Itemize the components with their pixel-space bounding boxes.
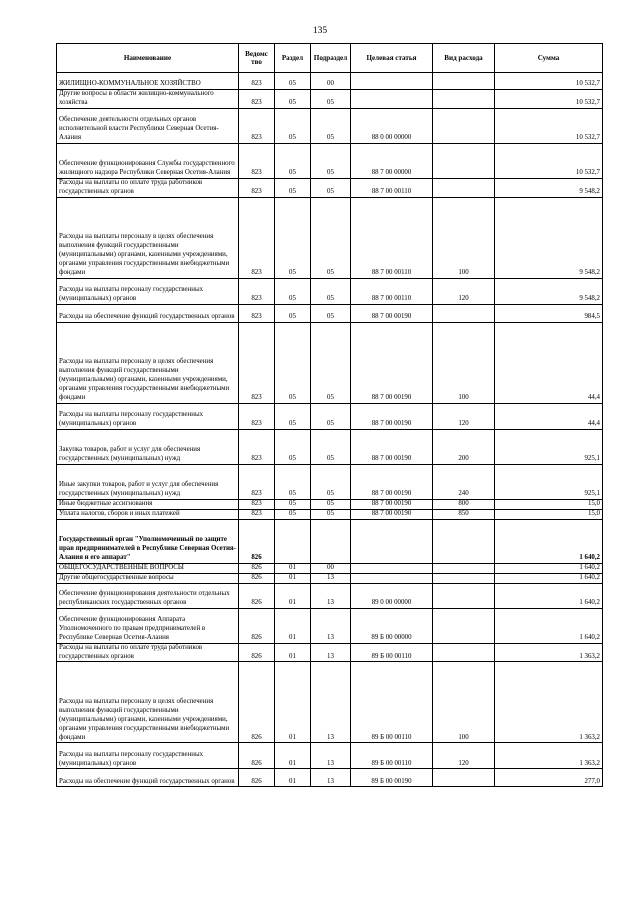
row-amount-cell: 925,1 (495, 429, 603, 464)
row-podrazdel-cell: 05 (311, 304, 351, 322)
row-target-article-cell: 89 0 00 00000 (351, 583, 433, 608)
row-name-cell: Расходы на обеспечение функций государственных органов (57, 769, 239, 787)
row-amount-cell: 1 640,2 (495, 563, 603, 573)
row-expense-type-cell (433, 73, 495, 90)
row-expense-type-cell (433, 643, 495, 662)
row-vedomstvo-cell: 826 (239, 643, 275, 662)
row-target-article-cell: 88 7 00 00190 (351, 464, 433, 499)
row-vedomstvo-cell: 823 (239, 178, 275, 197)
row-amount-cell: 984,5 (495, 304, 603, 322)
page-number: 135 (312, 26, 328, 36)
row-target-article-cell: 88 7 00 00110 (351, 178, 433, 197)
column-header-expense-type: Вид расхода (433, 44, 495, 73)
row-razdel-cell: 01 (275, 608, 311, 643)
table-row (57, 143, 603, 178)
row-expense-type-cell: 120 (433, 403, 495, 429)
row-podrazdel-cell (311, 519, 351, 563)
row-podrazdel-cell: 05 (311, 90, 351, 109)
row-podrazdel-cell: 00 (311, 563, 351, 573)
row-name-cell: Расходы на выплаты персоналу государственных (муниципальных) органов (57, 403, 239, 429)
row-amount-cell: 925,1 (495, 464, 603, 499)
row-vedomstvo-cell: 823 (239, 278, 275, 304)
row-amount-cell: 277,0 (495, 769, 603, 787)
row-target-article-cell: 88 7 00 00190 (351, 429, 433, 464)
table-header-row (57, 44, 603, 73)
row-target-article-cell: 89 Б 00 00110 (351, 643, 433, 662)
row-target-article-cell: 88 7 00 00190 (351, 403, 433, 429)
row-vedomstvo-cell: 823 (239, 429, 275, 464)
row-vedomstvo-cell: 823 (239, 143, 275, 178)
row-vedomstvo-cell: 826 (239, 662, 275, 743)
row-amount-cell: 15,0 (495, 509, 603, 519)
row-amount-cell: 10 532,7 (495, 73, 603, 90)
row-name-cell: Расходы на выплаты персоналу в целях обеспечения выполнения функций государственными (муниципальными) органами, казенными учреждениями, органами управления государственными внебюджетными фондами (57, 322, 239, 403)
row-name-cell: Закупка товаров, работ и услуг для обеспечения государственных (муниципальных) нужд (57, 429, 239, 464)
row-target-article-cell: 88 7 00 00000 (351, 143, 433, 178)
row-podrazdel-cell: 05 (311, 278, 351, 304)
row-razdel-cell: 05 (275, 304, 311, 322)
row-name-cell: Расходы на выплаты персоналу в целях обеспечения выполнения функций государственными (муниципальными) органами, казенными учреждениями, органами управления государственными внебюджетными фондами (57, 197, 239, 278)
table-row (57, 509, 603, 519)
table-row (57, 662, 603, 743)
row-amount-cell: 10 532,7 (495, 143, 603, 178)
row-target-article-cell: 89 Б 00 00110 (351, 743, 433, 769)
row-expense-type-cell (433, 769, 495, 787)
row-amount-cell: 1 640,2 (495, 519, 603, 563)
row-target-article-cell: 88 7 00 00190 (351, 304, 433, 322)
row-vedomstvo-cell: 823 (239, 499, 275, 509)
row-amount-cell: 10 532,7 (495, 108, 603, 143)
row-vedomstvo-cell: 823 (239, 509, 275, 519)
table-row (57, 429, 603, 464)
row-podrazdel-cell: 05 (311, 403, 351, 429)
row-vedomstvo-cell: 823 (239, 403, 275, 429)
row-name-cell: Обеспечение функционирования деятельности отдельных республиканских государственных органов (57, 583, 239, 608)
row-podrazdel-cell: 05 (311, 108, 351, 143)
row-name-cell: Уплата налогов, сборов и иных платежей (57, 509, 239, 519)
row-podrazdel-cell: 13 (311, 583, 351, 608)
row-amount-cell: 44,4 (495, 322, 603, 403)
row-amount-cell: 9 548,2 (495, 178, 603, 197)
table-row (57, 278, 603, 304)
table-row (57, 608, 603, 643)
row-razdel-cell: 01 (275, 583, 311, 608)
row-podrazdel-cell: 13 (311, 769, 351, 787)
row-amount-cell: 44,4 (495, 403, 603, 429)
row-podrazdel-cell: 05 (311, 509, 351, 519)
row-razdel-cell: 01 (275, 662, 311, 743)
row-podrazdel-cell: 13 (311, 743, 351, 769)
row-target-article-cell (351, 573, 433, 583)
row-target-article-cell (351, 563, 433, 573)
row-razdel-cell: 01 (275, 643, 311, 662)
row-expense-type-cell (433, 304, 495, 322)
row-razdel-cell: 05 (275, 403, 311, 429)
row-razdel-cell: 01 (275, 573, 311, 583)
row-expense-type-cell (433, 143, 495, 178)
row-name-cell: Обеспечение функционирования Аппарата Уполномоченного по правам предпринимателей в Республике Северная Осетия-Алания (57, 608, 239, 643)
row-razdel-cell: 05 (275, 108, 311, 143)
column-header-razdel: Раздел (275, 44, 311, 73)
row-target-article-cell (351, 90, 433, 109)
row-target-article-cell (351, 519, 433, 563)
row-podrazdel-cell: 05 (311, 322, 351, 403)
table-row (57, 519, 603, 563)
row-expense-type-cell (433, 563, 495, 573)
row-podrazdel-cell: 13 (311, 573, 351, 583)
budget-table (56, 43, 603, 787)
row-amount-cell: 15,0 (495, 499, 603, 509)
table-row (57, 403, 603, 429)
table-body (57, 73, 603, 787)
row-vedomstvo-cell: 823 (239, 322, 275, 403)
row-expense-type-cell: 200 (433, 429, 495, 464)
row-expense-type-cell: 120 (433, 278, 495, 304)
row-expense-type-cell: 800 (433, 499, 495, 509)
row-vedomstvo-cell: 823 (239, 464, 275, 499)
row-target-article-cell: 89 Б 00 00110 (351, 662, 433, 743)
row-amount-cell: 9 548,2 (495, 278, 603, 304)
row-razdel-cell: 01 (275, 743, 311, 769)
row-amount-cell: 1 363,2 (495, 662, 603, 743)
row-expense-type-cell (433, 178, 495, 197)
row-vedomstvo-cell: 823 (239, 197, 275, 278)
row-podrazdel-cell: 05 (311, 499, 351, 509)
row-razdel-cell: 05 (275, 143, 311, 178)
row-name-cell: Обеспечение деятельности отдельных органов исполнительной власти Республики Северная Осетия-Алания (57, 108, 239, 143)
row-name-cell: Расходы на выплаты персоналу государственных (муниципальных) органов (57, 743, 239, 769)
row-expense-type-cell: 100 (433, 322, 495, 403)
row-target-article-cell: 88 0 00 00000 (351, 108, 433, 143)
row-vedomstvo-cell: 826 (239, 519, 275, 563)
row-amount-cell: 9 548,2 (495, 197, 603, 278)
row-vedomstvo-cell: 823 (239, 73, 275, 90)
row-amount-cell: 1 640,2 (495, 573, 603, 583)
row-expense-type-cell (433, 90, 495, 109)
row-podrazdel-cell: 05 (311, 143, 351, 178)
row-razdel-cell: 05 (275, 90, 311, 109)
row-expense-type-cell: 240 (433, 464, 495, 499)
row-podrazdel-cell: 13 (311, 608, 351, 643)
row-expense-type-cell (433, 519, 495, 563)
table-row (57, 322, 603, 403)
table-row (57, 197, 603, 278)
table-row (57, 563, 603, 573)
table-row (57, 643, 603, 662)
row-amount-cell: 1 640,2 (495, 583, 603, 608)
row-amount-cell: 10 532,7 (495, 90, 603, 109)
row-target-article-cell: 88 7 00 00110 (351, 278, 433, 304)
table-row (57, 108, 603, 143)
column-header-target-article: Целевая статья (351, 44, 433, 73)
row-name-cell: ОБЩЕГОСУДАРСТВЕННЫЕ ВОПРОСЫ (57, 563, 239, 573)
row-name-cell: Другие вопросы в области жилищно-коммунального хозяйства (57, 90, 239, 109)
row-expense-type-cell (433, 108, 495, 143)
row-target-article-cell: 89 Б 00 00000 (351, 608, 433, 643)
row-podrazdel-cell: 05 (311, 178, 351, 197)
row-vedomstvo-cell: 826 (239, 583, 275, 608)
row-name-cell: Расходы на обеспечение функций государственных органов (57, 304, 239, 322)
row-vedomstvo-cell: 826 (239, 769, 275, 787)
row-razdel-cell: 05 (275, 278, 311, 304)
row-target-article-cell: 88 7 00 00190 (351, 322, 433, 403)
row-name-cell: Государственный орган "Уполномоченный по защите прав предпринимателей в Республике Северная Осетия-Алания и его аппарат" (57, 519, 239, 563)
table-row (57, 90, 603, 109)
row-razdel-cell: 05 (275, 509, 311, 519)
table-row (57, 769, 603, 787)
table-row (57, 573, 603, 583)
row-target-article-cell (351, 73, 433, 90)
table-row (57, 743, 603, 769)
row-expense-type-cell: 120 (433, 743, 495, 769)
row-expense-type-cell: 100 (433, 662, 495, 743)
row-vedomstvo-cell: 823 (239, 304, 275, 322)
row-vedomstvo-cell: 826 (239, 563, 275, 573)
row-vedomstvo-cell: 823 (239, 108, 275, 143)
row-name-cell: Иные закупки товаров, работ и услуг для обеспечения государственных (муниципальных) нужд (57, 464, 239, 499)
row-name-cell: Расходы на выплаты персоналу в целях обеспечения выполнения функций государственными (муниципальными) органами, казенными учреждениями, органами управления государственными внебюджетными фондами (57, 662, 239, 743)
table-row (57, 499, 603, 509)
row-razdel-cell: 05 (275, 464, 311, 499)
column-header-podrazdel: Подраздел (311, 44, 351, 73)
table-row (57, 583, 603, 608)
row-razdel-cell: 05 (275, 73, 311, 90)
row-name-cell: Расходы на выплаты по оплате труда работников государственных органов (57, 178, 239, 197)
row-target-article-cell: 88 7 00 00190 (351, 509, 433, 519)
row-expense-type-cell (433, 573, 495, 583)
row-name-cell: Другие общегосударственные вопросы (57, 573, 239, 583)
row-razdel-cell: 01 (275, 769, 311, 787)
row-expense-type-cell: 100 (433, 197, 495, 278)
row-podrazdel-cell: 13 (311, 662, 351, 743)
row-name-cell: Обеспечение функционирования Службы государственного жилищного надзора Республики Северная Осетия-Алания (57, 143, 239, 178)
table-row (57, 464, 603, 499)
row-razdel-cell: 05 (275, 429, 311, 464)
row-target-article-cell: 89 Б 00 00190 (351, 769, 433, 787)
row-vedomstvo-cell: 826 (239, 608, 275, 643)
row-amount-cell: 1 363,2 (495, 643, 603, 662)
row-name-cell: Расходы на выплаты по оплате труда работников государственных органов (57, 643, 239, 662)
row-razdel-cell (275, 519, 311, 563)
row-expense-type-cell (433, 583, 495, 608)
row-podrazdel-cell: 05 (311, 429, 351, 464)
row-podrazdel-cell: 05 (311, 464, 351, 499)
column-header-amount: Сумма (495, 44, 603, 73)
row-razdel-cell: 01 (275, 563, 311, 573)
row-name-cell: ЖИЛИЩНО-КОММУНАЛЬНОЕ ХОЗЯЙСТВО (57, 73, 239, 90)
column-header-vedomstvo: Ведомс тво (239, 44, 275, 73)
row-name-cell: Расходы на выплаты персоналу государственных (муниципальных) органов (57, 278, 239, 304)
row-name-cell: Иные бюджетные ассигнования (57, 499, 239, 509)
row-amount-cell: 1 640,2 (495, 608, 603, 643)
row-razdel-cell: 05 (275, 322, 311, 403)
row-expense-type-cell: 850 (433, 509, 495, 519)
row-vedomstvo-cell: 823 (239, 90, 275, 109)
row-razdel-cell: 05 (275, 499, 311, 509)
row-vedomstvo-cell: 826 (239, 573, 275, 583)
row-podrazdel-cell: 05 (311, 197, 351, 278)
table-row (57, 73, 603, 90)
row-target-article-cell: 88 7 00 00190 (351, 499, 433, 509)
row-target-article-cell: 88 7 00 00110 (351, 197, 433, 278)
column-header-name: Наименование (57, 44, 239, 73)
row-vedomstvo-cell: 826 (239, 743, 275, 769)
table-row (57, 304, 603, 322)
row-podrazdel-cell: 00 (311, 73, 351, 90)
row-podrazdel-cell: 13 (311, 643, 351, 662)
table-row (57, 178, 603, 197)
row-expense-type-cell (433, 608, 495, 643)
row-razdel-cell: 05 (275, 197, 311, 278)
row-amount-cell: 1 363,2 (495, 743, 603, 769)
row-razdel-cell: 05 (275, 178, 311, 197)
